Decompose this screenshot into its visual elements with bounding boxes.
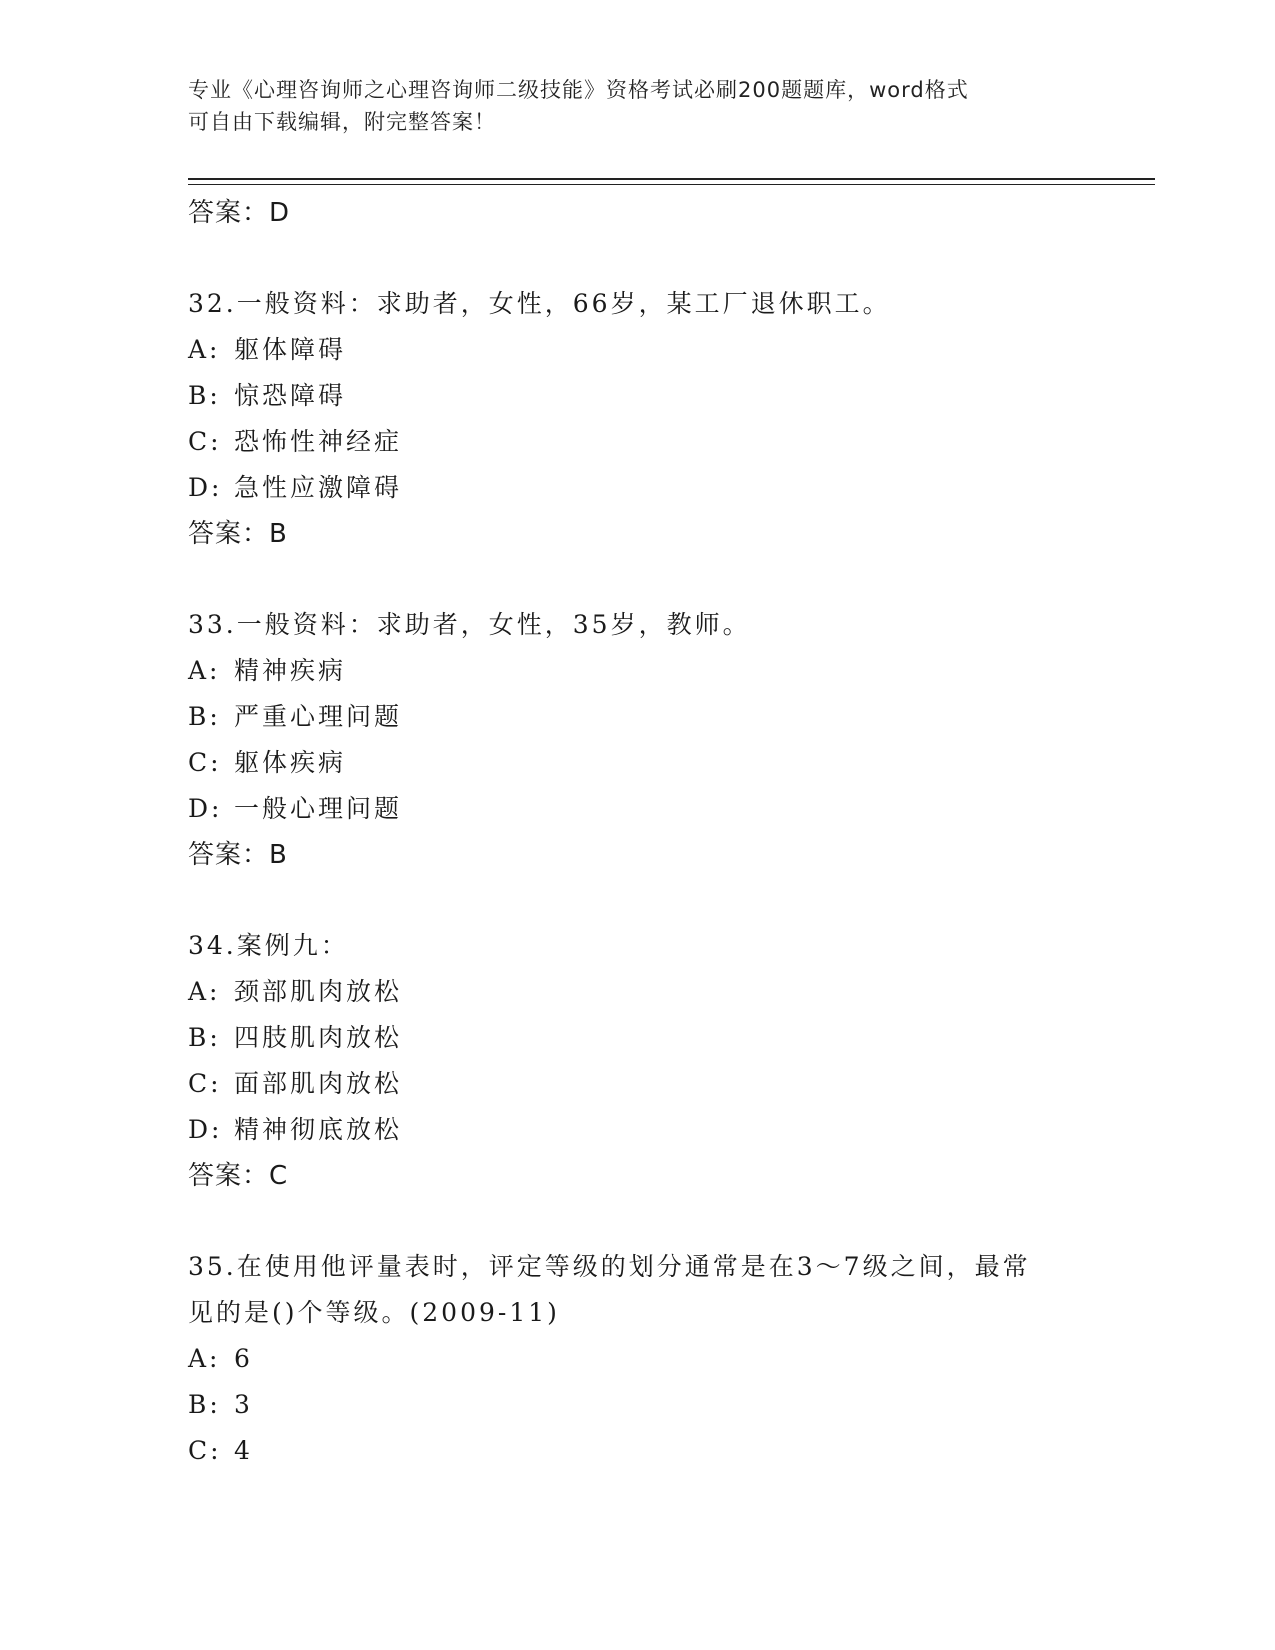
answer-line: 答案：B <box>188 519 288 549</box>
document-header <box>188 74 1078 138</box>
option-text: 惊恐障碍 <box>234 381 347 410</box>
option-label: A: <box>188 1344 221 1373</box>
header-line-1: 专业《心理咨询师之心理咨询师二级技能》资格考试必刷200题题库，word格式 <box>188 78 969 102</box>
option-d <box>188 786 1088 832</box>
option-b <box>188 694 1088 740</box>
question-stem: 35.在使用他评量表时，评定等级的划分通常是在3～7级之间，最常 <box>188 1252 1031 1281</box>
option-text: 6 <box>234 1344 253 1373</box>
option-label: C: <box>188 427 222 456</box>
option-text: 颈部肌肉放松 <box>234 977 403 1006</box>
option-label: C: <box>188 1069 222 1098</box>
option-label: A: <box>188 335 221 364</box>
question-stem: 32.一般资料：求助者，女性，66岁，某工厂退休职工。 <box>188 289 891 318</box>
option-label: B: <box>188 1390 221 1419</box>
option-text: 4 <box>234 1436 253 1465</box>
option-c <box>188 1061 1088 1107</box>
option-label: B: <box>188 1023 221 1052</box>
option-label: A: <box>188 656 221 685</box>
question-block <box>188 602 1088 878</box>
option-label: B: <box>188 702 221 731</box>
question-stem: 33.一般资料：求助者，女性，35岁，教师。 <box>188 610 751 639</box>
question-stem: 34.案例九： <box>188 931 349 960</box>
option-d <box>188 1107 1088 1153</box>
option-b <box>188 1015 1088 1061</box>
spacer <box>188 236 1088 281</box>
question-block <box>188 281 1088 557</box>
option-a <box>188 327 1088 373</box>
option-a <box>188 648 1088 694</box>
option-b <box>188 373 1088 419</box>
option-text: 精神疾病 <box>234 656 347 685</box>
option-text: 四肢肌肉放松 <box>234 1023 403 1052</box>
option-label: C: <box>188 748 222 777</box>
answer-line: 答案：C <box>188 1161 289 1191</box>
option-label: A: <box>188 977 221 1006</box>
header-divider-thick <box>188 178 1155 180</box>
option-a <box>188 1336 1088 1382</box>
option-text: 恐怖性神经症 <box>234 427 403 456</box>
answer-line: 答案：D <box>188 198 291 228</box>
header-line-2: 可自由下载编辑，附完整答案！ <box>188 110 496 134</box>
option-text: 3 <box>234 1390 253 1419</box>
question-stem-continued: 见的是()个等级。(2009-11) <box>188 1298 560 1327</box>
option-text: 严重心理问题 <box>234 702 403 731</box>
option-c <box>188 1428 1088 1474</box>
question-block <box>188 1244 1088 1474</box>
option-text: 面部肌肉放松 <box>234 1069 403 1098</box>
option-b <box>188 1382 1088 1428</box>
option-text: 躯体疾病 <box>234 748 347 777</box>
option-label: B: <box>188 381 221 410</box>
spacer <box>188 878 1088 923</box>
option-label: D: <box>188 1115 223 1144</box>
option-label: D: <box>188 794 223 823</box>
option-label: C: <box>188 1436 222 1465</box>
question-block <box>188 923 1088 1199</box>
option-d <box>188 465 1088 511</box>
spacer <box>188 557 1088 602</box>
answer-line: 答案：B <box>188 840 288 870</box>
option-text: 躯体障碍 <box>234 335 347 364</box>
option-a <box>188 969 1088 1015</box>
option-label: D: <box>188 473 223 502</box>
spacer <box>188 1199 1088 1244</box>
option-c <box>188 419 1088 465</box>
question-list <box>188 190 1088 1474</box>
option-text: 急性应激障碍 <box>234 473 403 502</box>
header-divider-thin <box>188 184 1155 185</box>
option-text: 精神彻底放松 <box>234 1115 403 1144</box>
option-c <box>188 740 1088 786</box>
option-text: 一般心理问题 <box>234 794 403 823</box>
